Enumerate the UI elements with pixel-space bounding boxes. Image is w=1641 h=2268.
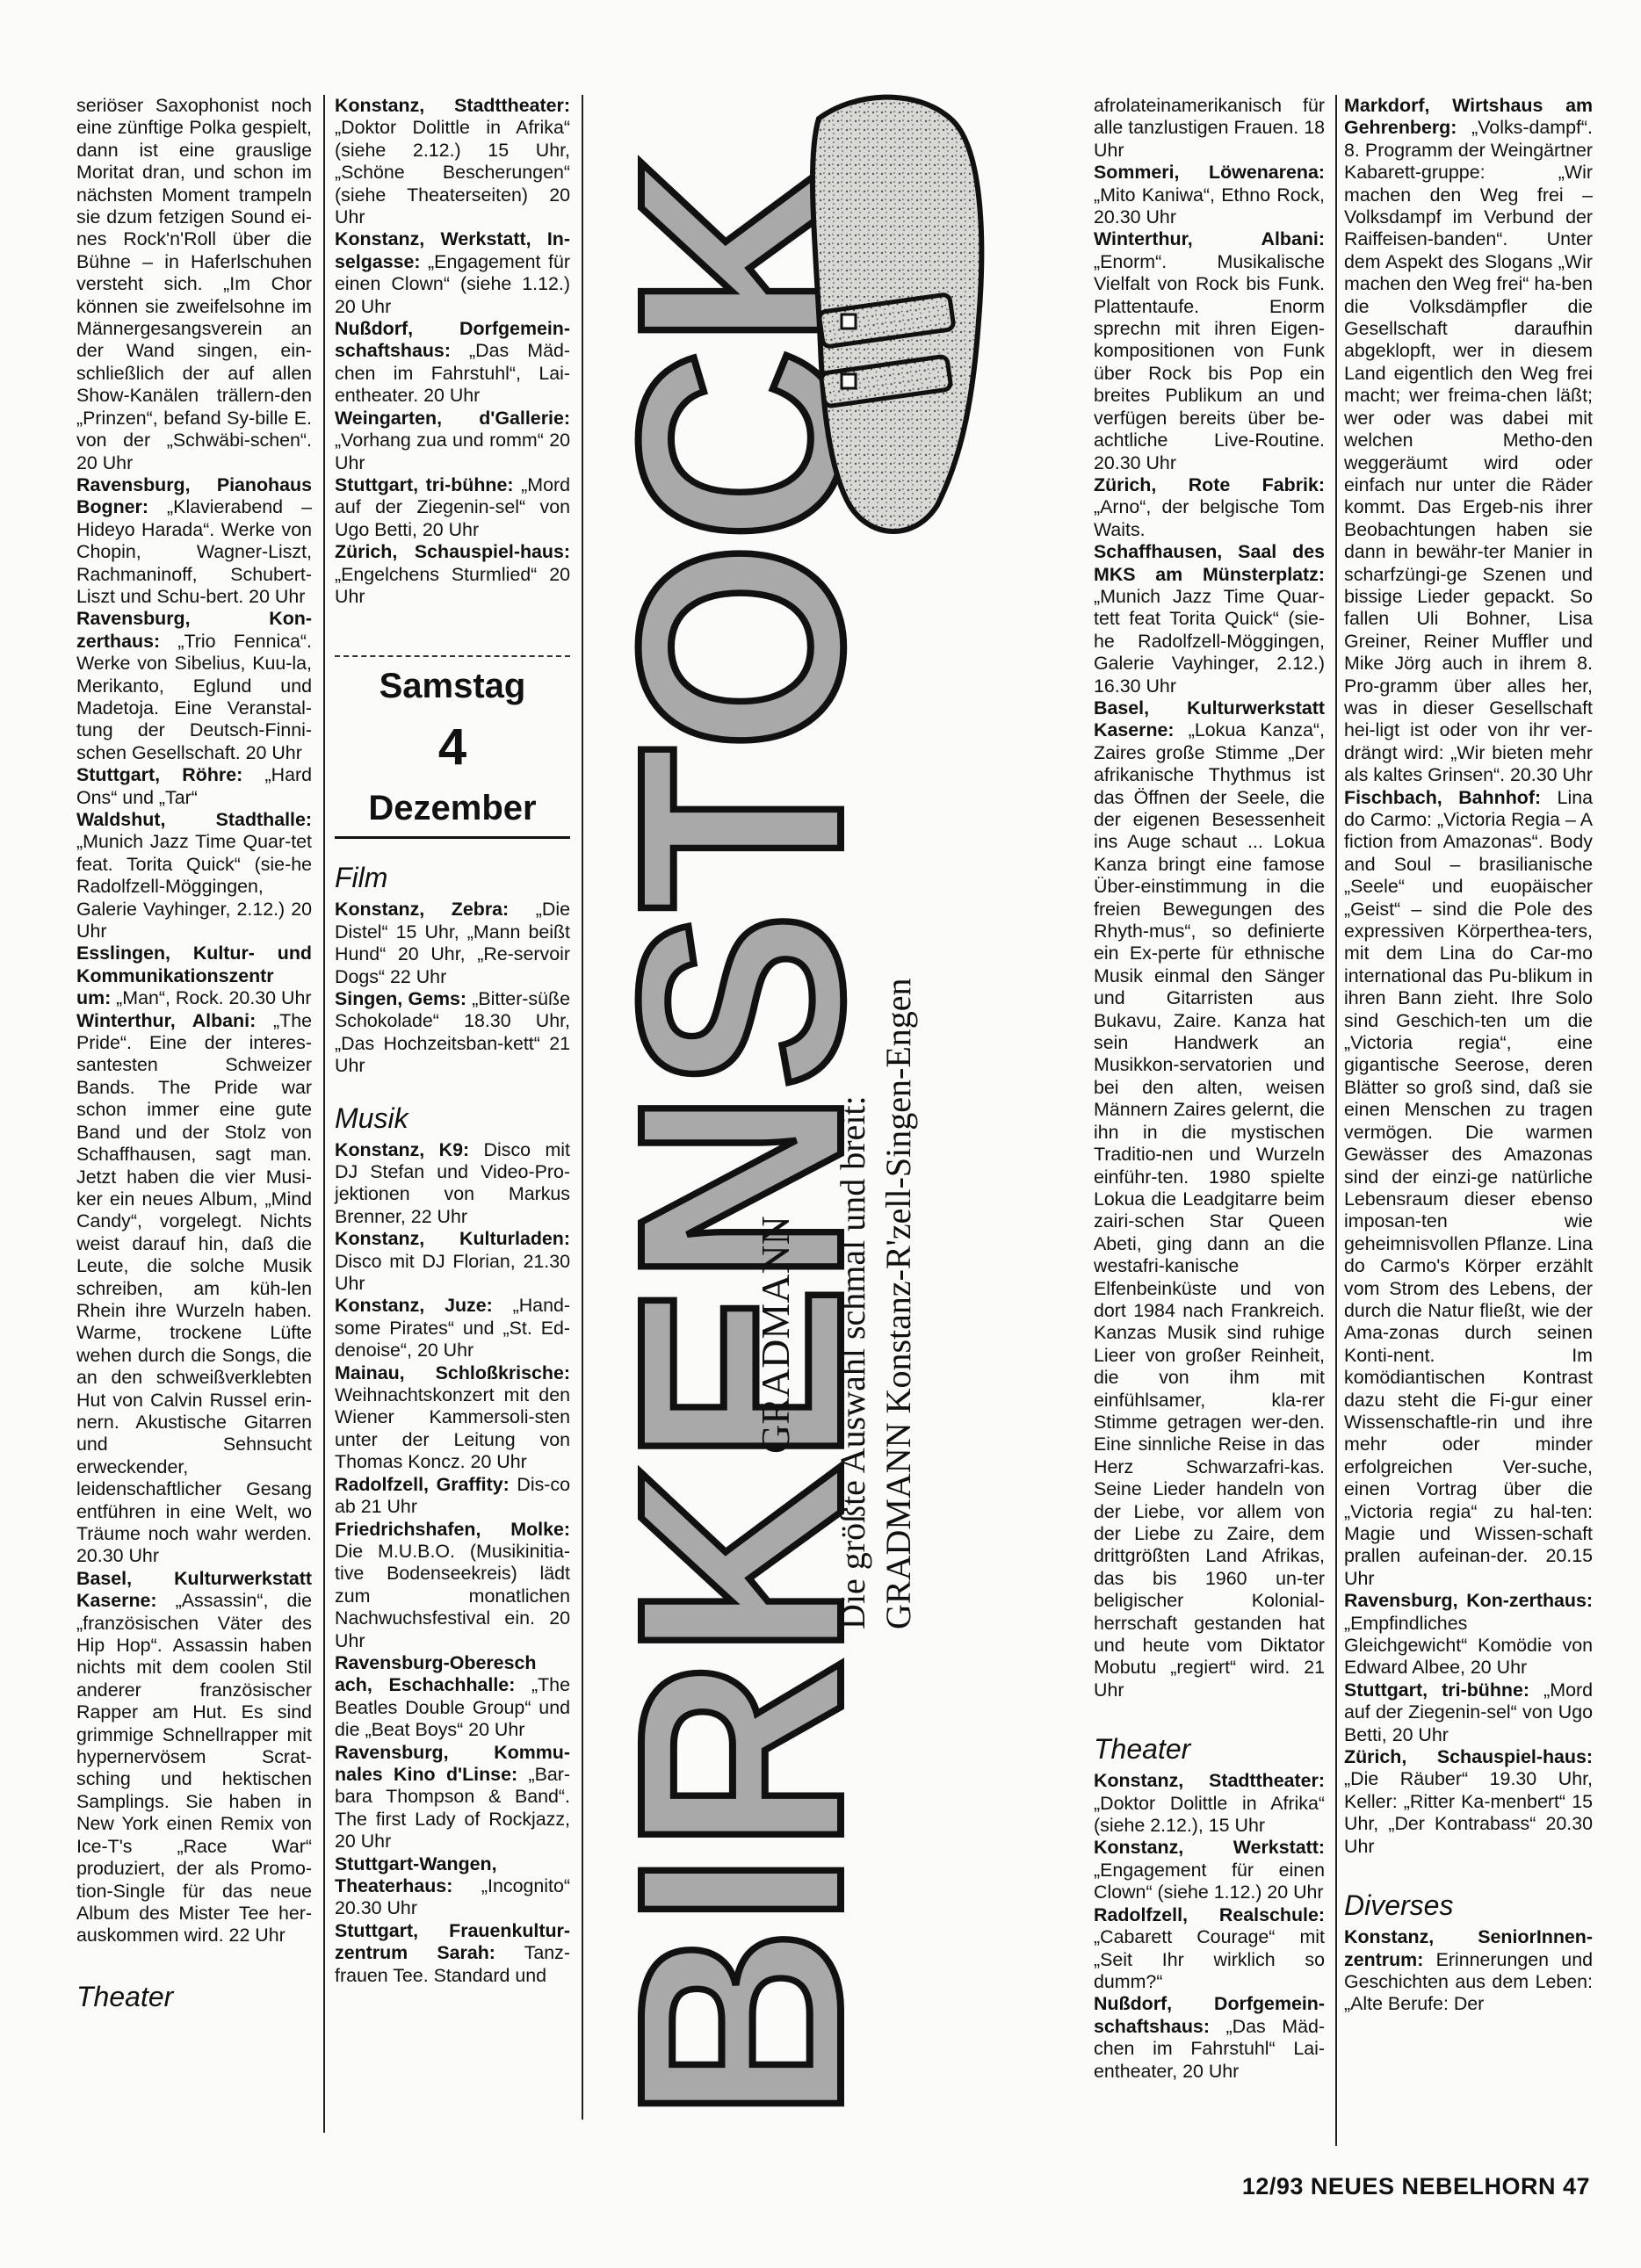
venue-name: Zürich, Rote Fabrik: <box>1094 473 1325 495</box>
listing-entry <box>335 228 570 318</box>
ad-brand: GRADMANN <box>753 1216 798 1454</box>
ad-slogan: Die größte Auswahl schmal und breit: <box>833 1095 872 1629</box>
section-heading-musik: Musik <box>335 1101 408 1134</box>
venue-name: Konstanz, Kulturladen: <box>335 1228 570 1250</box>
listing-text: „Mito Kaniwa“, Ethno Rock, 20.30 Uhr <box>1094 184 1325 228</box>
listing-entry <box>1094 228 1325 473</box>
listing-text: „Munich Jazz Time Quar-tet feat. Torita Quick“ (sie-he Radolfzell-Möggingen, Galerie Vayhinger, 2.12.) 20 Uhr <box>76 831 312 943</box>
venue-name: Zürich, Schauspiel-haus: <box>1344 1746 1593 1768</box>
venue-name: Ravensburg, Kommu-nales Kino d'Linse: <box>335 1741 570 1785</box>
listing-entry <box>335 1519 570 1652</box>
venue-name: Stuttgart, tri-bühne: <box>335 473 514 495</box>
venue-name: Nußdorf, Dorfgemein-schaftshaus: <box>1094 1993 1325 2037</box>
venue-name: Basel, Kulturwerkstatt Kaserne: <box>1094 697 1325 741</box>
venue-name: Basel, Kulturwerkstatt Kaserne: <box>76 1567 312 1612</box>
venue-name: Friedrichshafen, Molke: <box>335 1518 570 1540</box>
venue-name: Ravensburg-Oberesch ach, Eschachhalle: <box>335 1651 537 1696</box>
listing-text: „Mord auf der Ziegenin-sel“ von Ugo Betti, 20 Uhr <box>335 473 570 540</box>
section-heading-film: Film <box>335 862 388 894</box>
listing-entry <box>335 899 570 988</box>
venue-name: Konstanz, SeniorInnen-zentrum: <box>1344 1926 1593 1970</box>
venue-name: Weingarten, d'Gallerie: <box>335 407 570 429</box>
ad-headline: BIRKENSTOCK <box>634 83 902 2121</box>
ad-locations: GRADMANN Konstanz-R'zell-Singen-Engen <box>878 978 918 1629</box>
birkenstock-advertisement <box>634 83 1012 2174</box>
listing-text: „Mord auf der Ziegenin-sel“ von Ugo Betti, 20 Uhr <box>1344 1679 1593 1745</box>
listing-text: afrolateinamerikanisch für alle tanzlustigen Frauen. 18 Uhr <box>1094 95 1325 161</box>
column-divider <box>582 95 583 2120</box>
listing-entry <box>1094 1904 1325 1994</box>
listing-entry <box>335 318 570 408</box>
listing-entry <box>335 541 570 608</box>
listing-entry <box>335 988 570 1078</box>
listing-entry <box>335 1295 570 1362</box>
column-divider <box>323 95 325 2133</box>
listing-entry <box>335 1362 570 1474</box>
listing-entry <box>1344 1926 1593 2016</box>
date-number: 4 <box>437 719 467 776</box>
listing-text: „Enorm“. Musikalische Vielfalt von Rock bis Funk. Plattentaufe. Enorm sprechn mit ihren Eigen-kompositionen von Funk über Rock bis Pop ein breites Publikum an und verfügen bereits über be-achtliche Live-Routine. 20.30 Uhr <box>1094 250 1325 473</box>
listing-entry <box>335 408 570 474</box>
listing-entry <box>1344 1679 1593 1746</box>
listing-text: „Die Distel“ 15 Uhr, „Mann beißt Hund“ 20 Uhr, „Re-servoir Dogs“ 22 Uhr <box>335 899 570 987</box>
listing-block <box>1094 1770 1325 2083</box>
listing-entry <box>1344 787 1593 1591</box>
venue-name: Winterthur, Albani: <box>1094 228 1325 250</box>
listing-entry <box>335 1652 570 1742</box>
listing-text: Disco mit DJ Stefan und Video-Pro-jektionen von Markus Brenner, 22 Uhr <box>335 1138 570 1227</box>
listing-block <box>1344 1926 1593 2016</box>
venue-name: Ravensburg, Kon-zerthaus: <box>1344 1590 1593 1612</box>
listing-text: „Empfindliches Gleichgewicht“ Komödie von Edward Albee, 20 Uhr <box>1344 1612 1593 1679</box>
listing-text: „Man“, Rock. 20.30 Uhr <box>111 987 312 1009</box>
listing-entry <box>335 1920 570 1987</box>
listing-text: „Das Mäd-chen im Fahrstuhl“, Lai-entheater. 20 Uhr <box>335 340 570 407</box>
venue-name: Konstanz, Stadttheater: <box>1094 1770 1325 1792</box>
listing-text: „Bitter-süße Schokolade“ 18.30 Uhr, „Das Hochzeitsban-kett“ 21 Uhr <box>335 987 570 1077</box>
listing-entry <box>1344 95 1593 787</box>
venue-name: Ravensburg, Pianohaus Bogner: <box>76 473 312 518</box>
listing-text: „Engelchens Sturmlied“ 20 Uhr <box>335 563 570 607</box>
listing-text: Tanz-frauen Tee. Standard und <box>335 1942 570 1986</box>
listing-text: „Doktor Dolittle in Afrika“ (siehe 2.12.) 15 Uhr, „Schöne Bescherungen“ (siehe Theaterseiten) 20 Uhr <box>335 117 570 228</box>
listing-text: „Hard Ons“ und „Tar“ <box>76 764 312 808</box>
listing-text: „Assassin“, die „französischen Väter des Hip Hop“. Assassin haben nichts mit dem coolen Stil anderer französischer Rapper am Hut. Es sind grimmige Schnellrapper mit hypernervösem Scrat-sching und hektischen Samplings. Sie haben in New York einen Remix von Ice-T's „Race War“ produziert, der als Promo-tion-Single für das neue Album des Mister Tee her-auskommen wird. 22 Uhr <box>76 1590 312 1947</box>
listing-entry <box>1094 95 1325 162</box>
listing-entry <box>1344 1746 1593 1858</box>
listing-text: „Bar-bara Thompson & Band“. The first Lady of Rockjazz, 20 Uhr <box>335 1763 570 1853</box>
listing-text: „Munich Jazz Time Quar-tett feat Torita Quick“ (sie-he Radolfzell-Möggingen, Galerie Vayhinger, 2.12.) 16.30 Uhr <box>1094 585 1325 697</box>
listing-entry <box>1344 1590 1593 1679</box>
column-4 <box>1344 95 1593 2016</box>
listing-text: „Arno“, der belgische Tom Waits. <box>1094 496 1325 540</box>
section-heading-theater: Theater <box>1094 1733 1191 1766</box>
listing-entry <box>335 95 570 228</box>
venue-name: Stuttgart-Wangen, Theaterhaus: <box>335 1853 497 1896</box>
date-weekday: Samstag <box>379 667 526 706</box>
venue-name: Waldshut, Stadthalle: <box>76 809 312 830</box>
page-footer: 12/93 NEUES NEBELHORN 47 <box>1241 2173 1590 2199</box>
date-month: Dezember <box>335 787 570 839</box>
column-1 <box>76 95 312 2018</box>
listing-text: „Doktor Dolittle in Afrika“ (siehe 2.12.), 15 Uhr <box>1094 1792 1325 1837</box>
venue-name: Winterthur, Albani: <box>76 1009 257 1031</box>
listing-entry <box>1094 1770 1325 1837</box>
listing-entry <box>1094 1837 1325 1903</box>
listing-text: Die M.U.B.O. (Musikinitia-tive Bodenseekreis) lädt zum monatlichen Nachwuchsfestival ein. 20 Uhr <box>335 1540 570 1651</box>
listing-entry <box>335 1228 570 1295</box>
listing-entry <box>335 474 570 541</box>
listing-entry <box>1094 697 1325 1701</box>
listing-text: „Klavierabend – Hideyo Harada“. Werke von Chopin, Wagner-Liszt, Rachmaninoff, Schubert-Liszt und Schu-bert. 20 Uhr <box>76 496 312 607</box>
section-heading-theater: Theater <box>76 1980 174 2012</box>
venue-name: Markdorf, Wirtshaus am Gehrenberg: <box>1344 95 1593 139</box>
listing-text: „Lokua Kanza“, Zaires große Stimme „Der afrikanische Thythmus ist das Öffnen der Seele, die der eigenen Besessenheit ins Auge schaut ... Lokua Kanza bringt eine famose Über-einstimmung in die freien Bewegungen des Rhyth-mus“, so definierte ein Ex-perte für ethnische Musik einmal den Sänger und Gitarristen aus Bukavu, Zaire. Kanza hat sein Handwerk an Musikkon-servatorien und bei den alten, weisen Männern Zaires gelernt, die ihn in die mystischen Traditio-nen und Wurzeln einführ-ten. 1980 spielte Lokua die Leadgitarre beim zairi-schen Star Queen Abeti, ging dann an die westafri-kanische Elfenbeinküste und von dort 1984 nach Frankreich. Kanzas Musik sind ruhige Lieer von großer Reinheit, die von ihm mit einfühlsamer, kla-rer Stimme getragen wer-den. Eine sinnliche Reise in das Herz Schwarzafri-kas. Seine Lieder handeln von der Liebe, vor allem von der Liebe zu Zaire, dem drittgrößten Land Afrikas, das bis 1960 un-ter beligischer Kolonial-herrschaft gestanden hat und heute vom Diktator Mobutu „regiert“ wird. 21 Uhr <box>1094 719 1325 1701</box>
venue-name: Stuttgart, tri-bühne: <box>1344 1679 1529 1701</box>
listing-block <box>76 95 312 1947</box>
listing-block <box>335 899 570 1077</box>
listing-entry <box>76 608 312 764</box>
listing-text: „Hand-some Pirates“ und „St. Ed-denoise“, 20 Uhr <box>335 1295 570 1362</box>
listing-text: „Incognito“ 20.30 Uhr <box>335 1875 570 1919</box>
column-2 <box>335 95 570 1987</box>
venue-name: Zürich, Schauspiel-haus: <box>335 541 570 563</box>
listing-block <box>1344 95 1593 1858</box>
venue-name: Ravensburg, Kon-zerthaus: <box>76 608 312 652</box>
venue-name: Fischbach, Bahnhof: <box>1344 786 1542 808</box>
listing-block <box>1094 95 1325 1701</box>
listing-entry <box>1094 162 1325 228</box>
venue-name: Singen, Gems: <box>335 987 467 1009</box>
listing-text: „Trio Fennica“. Werke von Sibelius, Kuu-la, Merikanto, Eglund und Madetoja. Eine Veranstal-tung der Deutsch-Finni-schen Gesellschaft. 20 Uhr <box>76 630 312 763</box>
listing-entry <box>1094 474 1325 541</box>
venue-name: Konstanz, Werkstatt, In-selgasse: <box>335 228 570 272</box>
listing-text: Disco mit DJ Florian, 21.30 Uhr <box>335 1250 570 1295</box>
listing-entry <box>76 1568 312 1947</box>
date-header <box>335 655 570 839</box>
venue-name: Konstanz, Zebra: <box>335 899 510 921</box>
listing-text: Dis-co ab 21 Uhr <box>335 1473 570 1518</box>
venue-name: Konstanz, Werkstatt: <box>1094 1837 1325 1859</box>
venue-name: Konstanz, K9: <box>335 1138 470 1160</box>
listing-text: „Cabarett Courage“ mit „Seit Ihr wirklich so dumm?“ <box>1094 1926 1325 1992</box>
venue-name: Schaffhausen, Saal des MKS am Münsterplatz: <box>1094 541 1325 585</box>
listing-text: „The Beatles Double Group“ und die „Beat Boys“ 20 Uhr <box>335 1674 570 1741</box>
venue-name: Stuttgart, Röhre: <box>76 764 243 786</box>
listing-block <box>335 1139 570 1987</box>
venue-name: Radolfzell, Realschule: <box>1094 1903 1325 1925</box>
listing-text: „Volks-dampf“. 8. Programm der Weingärtner Kabarett-gruppe: „Wir machen den Weg frei – Volksdampf im Verbund der Raiffeisen-banden“. Unter dem Aspekt des Slogans „Wir machen den Weg frei“ ha-ben die Volksdämpfler die Gesellschaft daraufhin abgeklopft, wer in diesem Land eigentlich den Weg frei macht; wer freima-chen läßt; wer oder was dabei mit welchen Metho-den weggeräumt wird oder einfach nur unter die Räder kommt. Das Ergeb-nis ihrer Beobachtungen haben sie dann in bewähr-ter Manier in scharfzüngi-ge Szenen und bissige Lieder gepackt. So fallen Uli Bohner, Lisa Greiner, Reiner Muffler und Mike Jörg auch in ihrem 8. Pro-gramm über alles her, was in dieser Gesellschaft hei-ligt ist oder von ihr ver-drängt wird: „Wir bieten mehr als kaltes Grinsen“. 20.30 Uhr <box>1344 117 1593 786</box>
listing-entry <box>76 809 312 943</box>
listing-text: „Engagement für einen Clown“ (siehe 1.12.) 20 Uhr <box>1094 1859 1325 1903</box>
listing-entry <box>76 95 312 474</box>
column-divider <box>1335 95 1337 2146</box>
listing-entry <box>76 943 312 1009</box>
listing-entry <box>335 1474 570 1519</box>
ad-graphic <box>634 83 1012 2174</box>
listing-entry <box>1094 541 1325 697</box>
venue-name: Nußdorf, Dorfgemein-schaftshaus: <box>335 318 570 362</box>
column-3 <box>1094 95 1325 2083</box>
listing-entry <box>76 764 312 809</box>
listing-text: Erinnerungen und Geschichten aus dem Leben: „Alte Berufe: Der <box>1344 1948 1593 2015</box>
venue-name: Sommeri, Löwenarena: <box>1094 162 1325 184</box>
listing-text: Weihnachtskonzert mit den Wiener Kammersoli-sten unter der Leitung von Thomas Koncz. 20 Uhr <box>335 1384 570 1473</box>
listing-entry <box>76 474 312 608</box>
listing-entry <box>76 1010 312 1568</box>
sandal-icon <box>813 98 981 531</box>
listing-text: „Das Mäd-chen im Fahrstuhl“ Lai-entheater, 20 Uhr <box>1094 2015 1325 2082</box>
listing-text: „Vorhang zua und romm“ 20 Uhr <box>335 430 570 473</box>
listing-text: „Engagement für einen Clown“ (siehe 1.12.) 20 Uhr <box>335 250 570 317</box>
venue-name: Mainau, Schloßkrische: <box>335 1362 570 1383</box>
venue-name: Stuttgart, Frauenkultur-zentrum Sarah: <box>335 1919 570 1964</box>
listing-entry <box>335 1742 570 1853</box>
listing-text: seriöser Saxophonist noch eine zünftige Polka gespielt, dann ist eine grauslige Moritat dran, und schon im nächsten Moment trampeln sie dzum fetzigen Sound ei-nes Rock'n'Roll über die Bühne – in Haferlschuhen versteht sich. „Im Chor können sie zweifelsohne im Männergesangsverein an der Wand singen, ein-schließlich der auf allen Show-Kanälen trällern-den „Prinzen“, befand Sy-bille E. von der „Schwäbi-schen“. 20 Uhr <box>76 95 312 473</box>
listing-text: „The Pride“. Eine der interes-santesten Schweizer Bands. The Pride war schon immer eine gute Band und der Stolz von Schaffhausen, sagt man. Jetzt haben die vier Musi-ker ein neues Album, „Mind Candy“, vorgelegt. Nichts weist darauf hin, daß die Leute, die solche Musik schreiben, am küh-len Rhein ihre Wurzeln haben. Warme, trockene Lüfte wehen durch die Songs, die an den schweißverklebten Hut von Calvin Russel erin-nern. Akustische Gitarren und Sehnsucht erweckender, leidenschaftlicher Gesang entführen in eine Welt, wo Träume noch wahr werden. 20.30 Uhr <box>76 1009 312 1567</box>
listing-entry <box>335 1853 570 1920</box>
listing-entry <box>1094 1993 1325 2083</box>
venue-name: Konstanz, Juze: <box>335 1295 493 1317</box>
listing-entry <box>335 1139 570 1229</box>
venue-name: Esslingen, Kultur- und Kommunikationszentr um: <box>76 943 312 1009</box>
listing-text: Lina do Carmo: „Victoria Regia – A fiction from Amazonas“. Body and Soul – brasilianische „Seele“ und euopäischer „Geist“ – sind die Pole des expressiven Körperthea-ters, mit dem Lina do Car-mo international das Pu-blikum in ihren Bann zieht. Ihre Solo sind Geschich-ten um die „Victoria regia“, eine gigantische Seerose, deren Blätter so groß sind, daß sie einen Menschen zu tragen vermögen. Die warmen Gewässer des Amazonas sind der einzi-ge natürliche Lebensraum dieser ebenso imposan-ten wie geheimnisvollen Pflanze. Lina do Carmo's Körper erzählt vom Strom des Lebens, der durch die Natur fließt, wie der Ama-zonas durch seinen Konti-nent. Im komödiantischen Kontrast dazu steht die Fi-gur einer Wissenschaftle-rin und ihre mehr oder minder erfolgreichen Ver-suche, einen Vortrag über die „Victoria regia“ zu hal-ten: Magie und Wissen-schaft prallen aufeinan-der. 20.15 Uhr <box>1344 786 1594 1589</box>
listing-text: „Die Räuber“ 19.30 Uhr, Keller: „Ritter Ka-menbert“ 15 Uhr, „Der Kontrabass“ 20.30 Uhr <box>1344 1768 1593 1857</box>
venue-name: Konstanz, Stadttheater: <box>335 95 570 116</box>
section-heading-diverses: Diverses <box>1344 1889 1454 1922</box>
listing-block <box>335 95 570 608</box>
venue-name: Radolfzell, Graffity: <box>335 1473 510 1495</box>
date-rule <box>335 655 570 657</box>
